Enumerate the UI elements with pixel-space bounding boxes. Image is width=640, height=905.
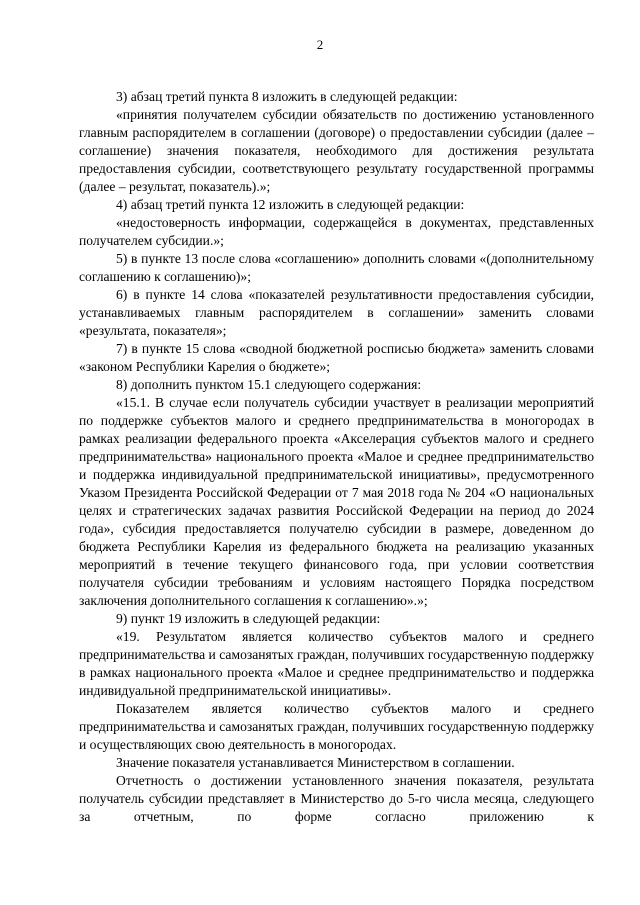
amendment-8-text: «15.1. В случае если получатель субсидии участвует в реализации мероприятий по поддержке субъектов малого и среднего предпринимательства в моногородах в рамках реализации федерального проекта «Акселерация субъектов малого и среднего предпринимательства» национального проекта «Малое и среднее предпринимательство и поддержка индивидуальной предпринимательской инициативы», предусмотренного Указом Президента Российской Федерации от 7 мая 2018 года № 204 «О национальных целях и стратегических задачах развития Российской Федерации на период до 2024 года», субсидия предоставляется получателю субсидии в размере, доведенном до бюджета Республики Карелия из федерального бюджета на реализацию указанных мероприятий в течение текущего финансового года, при условии соответствия получателя субсидии требованиям и условиям настоящего Порядка посредством заключения дополнительного соглашения к соглашению».»; [79, 395, 594, 608]
amendment-4-intro: 4) абзац третий пункта 12 изложить в следующей редакции: [116, 197, 465, 212]
amendment-9-indicator: Показателем является количество субъектов малого и среднего предпринимательства и самозанятых граждан, получивших государственную поддержку и осуществляющих свою деятельность в моногородах. [79, 701, 594, 752]
amendment-9-intro: 9) пункт 19 изложить в следующей редакции: [116, 611, 381, 626]
page-number: 2 [316, 37, 324, 52]
amendment-3-text: «принятия получателем субсидии обязательств по достижению установленного главным распорядителем в соглашении (договоре) о предоставлении субсидии (далее – соглашение) значения показателя, необходимого для достижения результата предоставления субсидии, соответствующего результату государственной программы (далее – результат, показатель).»; [79, 107, 594, 194]
amendment-5: 5) в пункте 13 после слова «соглашению» дополнить словами «(дополнительному соглашению к соглашению)»; [79, 251, 594, 284]
amendment-8-intro: 8) дополнить пунктом 15.1 следующего содержания: [116, 377, 422, 392]
amendment-9-indicator-value: Значение показателя устанавливается Министерством в соглашении. [116, 755, 515, 770]
amendment-9-result: «19. Результатом является количество субъектов малого и среднего предпринимательства и самозанятых граждан, получивших государственную поддержку в рамках национального проекта «Малое и среднее предпринимательство и поддержка индивидуальной предпринимательской инициативы». [79, 629, 594, 698]
amendment-4-text: «недостоверность информации, содержащейся в документах, представленных получателем субсидии.»; [79, 215, 594, 248]
document-body [79, 88, 594, 826]
amendment-3-intro: 3) абзац третий пункта 8 изложить в следующей редакции: [116, 89, 458, 104]
amendment-9-reporting: Отчетность о достижении установленного значения показателя, результата получатель субсидии представляет в Министерство до 5-го числа месяца, следующего за отчетным, по форме согласно приложению к [79, 773, 594, 824]
amendment-6: 6) в пункте 14 слова «показателей результативности предоставления субсидии, устанавливаемых главным распорядителем в соглашении» заменить словами «результата, показателя»; [79, 287, 594, 338]
amendment-7: 7) в пункте 15 слова «сводной бюджетной росписью бюджета» заменить словами «законом Республики Карелия о бюджете»; [79, 341, 594, 374]
